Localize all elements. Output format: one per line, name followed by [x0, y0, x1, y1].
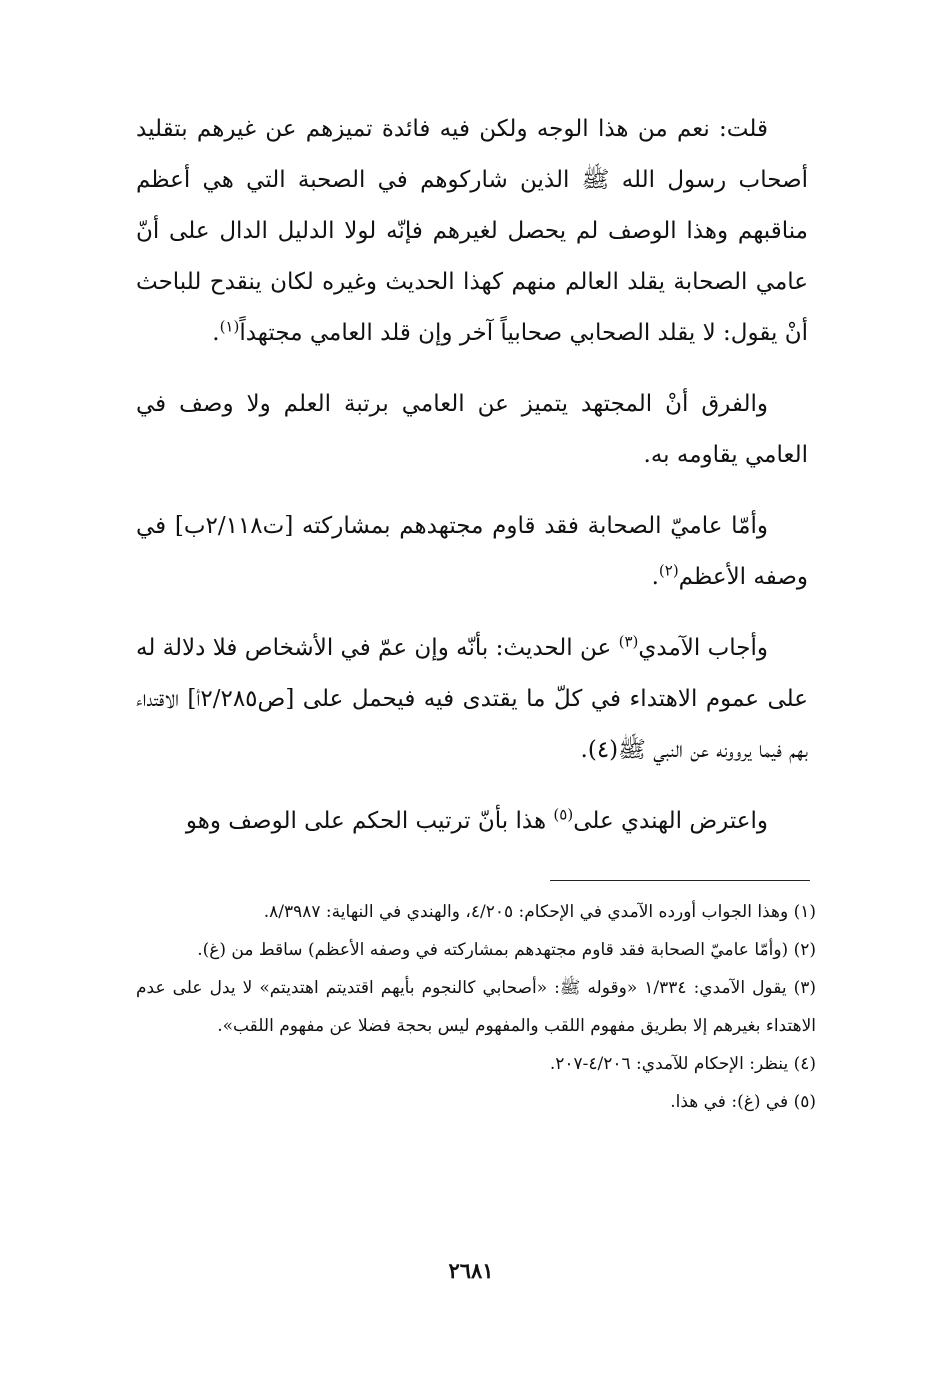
footnote-3: (٣) يقول الآمدي: ١/٣٣٤ «وقوله ﷺ: «أصحابي كالنجوم بأيهم اقتديتم اهتديتم» لا يدل على عدم الاهتداء بغيرهم إلا بطريق مفهوم اللقب والمفهوم ليس بحجة فضلا عن مفهوم اللقب». [136, 978, 816, 1036]
footnote-5: (٥) في (غ): في هذا. [670, 1092, 816, 1112]
footnote-2: (٢) (وأمّا عاميّ الصحابة فقد قاوم مجتهدهم بمشاركته في وصفه الأعظم) ساقط من (غ). [197, 940, 816, 960]
footnote-reference: (١) [219, 317, 240, 336]
footnote-4: (٤) ينظر: الإحكام للآمدي: ٤/٢٠٦-٢٠٧. [549, 1054, 816, 1074]
paragraph-tail: هذا بأنّ ترتيب الحكم على الوصف وهو [185, 808, 554, 834]
paragraph-text: واعترض الهندي على [573, 808, 768, 834]
footnotes-section [136, 893, 816, 1121]
footnote-1: (١) وهذا الجواب أورده الآمدي في الإحكام: ٤/٢٠٥، والهندي في النهاية: ٨/٣٩٨٧. [263, 902, 816, 922]
paragraph-tail: . [212, 320, 220, 346]
paragraph-text: والفرق أنْ المجتهد يتميز عن العامي برتبة العلم ولا وصف في العامي يقاومه به. [136, 391, 808, 468]
paragraph-4 [136, 623, 808, 776]
paragraph-text: وأمّا عاميّ الصحابة فقد قاوم مجتهدهم بمشاركته [ت٢/١١٨ب] في وصفه الأعظم [136, 513, 808, 590]
paragraph-text: وأجاب الآمدي [638, 635, 768, 661]
paragraph-text: قلت: نعم من هذا الوجه ولكن فيه فائدة تميزهم عن غيرهم بتقليد أصحاب رسول الله ﷺ الذين شاركوهم في الصحبة التي هي أعظم مناقبهم وهذا الوصف لم يحصل لغيرهم فإنّه لولا الدليل الدال على أنّ عامي الصحابة يقلد العالم منهم كهذا الحديث وغيره لكان ينقدح للباحث أنْ يقول: لا يقلد الصحابي صحابياً آخر وإن قلد العامي مجتهداً [136, 116, 808, 346]
paragraph-5 [136, 796, 808, 847]
paragraph-tail: عن الحديث: بأنّه وإن عمّ في الأشخاص فلا دلالة له على عموم الاهتداء في كلّ ما يقتدى فيه فيحمل على [ص٢/٢٨٥أ] الاقتداء بهم فيما يروونه عن النبي ﷺ(٤). [136, 635, 808, 763]
paragraph-2 [136, 379, 808, 481]
footnote-divider [550, 880, 810, 881]
footnote-reference: (٣) [618, 632, 639, 651]
page-number: ٢٦٨١ [448, 1258, 494, 1283]
paragraph-3 [136, 501, 808, 603]
footnote-reference: (٥) [553, 805, 574, 824]
paragraph-1 [136, 104, 808, 359]
footnote-reference: (٢) [658, 561, 679, 580]
paragraph-tail: . [651, 564, 659, 590]
main-text [136, 104, 808, 847]
